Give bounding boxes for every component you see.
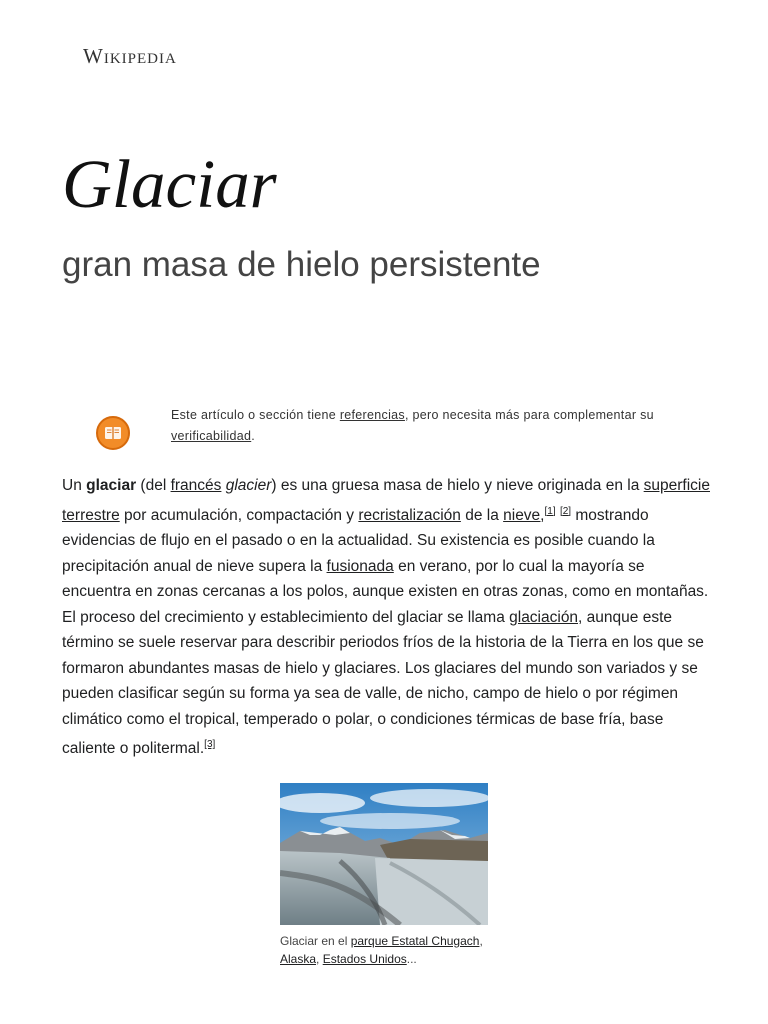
text: (del bbox=[136, 477, 171, 494]
text: de la bbox=[460, 506, 504, 524]
term-glaciar: glaciar bbox=[86, 477, 137, 494]
term-glacier: glacier bbox=[225, 477, 272, 494]
link-superficie-terrestre[interactable]: superficie terrestre bbox=[62, 477, 710, 524]
caption-sep: , bbox=[316, 952, 323, 966]
intro-paragraph bbox=[62, 473, 712, 762]
link-parque-estatal-chugach[interactable]: parque Estatal Chugach bbox=[350, 934, 480, 948]
reference-2[interactable]: [2] bbox=[559, 505, 572, 517]
link-verificabilidad[interactable]: verificabilidad bbox=[171, 429, 252, 443]
reference-1[interactable]: [1] bbox=[544, 505, 556, 517]
text: aunque este término se suele reservar para describir periodos fríos de la historia de la Tierra en los que se formaron abundantes masas de hielo y glaciares. Los glaciares del mundo son variados y se pueden clasificar según su forma ya sea de valle, de nicho, campo de hielo o por régimen climático como el tropical, temperado o polar, o condiciones térmicas de base fría, base caliente o politermal. bbox=[62, 608, 704, 758]
notice-text-middle: , pero necesita más para complementar su bbox=[404, 408, 654, 422]
notice-text-suffix: . bbox=[251, 429, 256, 443]
caption-sep: , bbox=[479, 934, 483, 948]
photo-caption bbox=[280, 932, 495, 968]
text: por acumulación, compactación y bbox=[119, 506, 359, 524]
text: en verano, por lo cual la mayoría se encuentra en zonas cercanas a los polos, aunque existen en otras zonas, como en montañas. El proceso del crecimiento y establecimiento del glaciar se llama bbox=[62, 557, 709, 626]
caption-ellipsis: ... bbox=[406, 952, 417, 966]
wikipedia-wordmark[interactable]: Wikipedia bbox=[83, 44, 177, 68]
link-alaska[interactable]: Alaska bbox=[280, 952, 317, 966]
reference-3[interactable]: [3] bbox=[204, 739, 216, 751]
link-estados-unidos[interactable]: Estados Unidos bbox=[322, 952, 407, 966]
page-subtitle: gran masa de hielo persistente bbox=[62, 245, 541, 284]
link-fusionada[interactable]: fusionada bbox=[326, 557, 394, 575]
notice-text-prefix: Este artículo o sección tiene bbox=[171, 408, 340, 422]
link-referencias[interactable]: referencias bbox=[339, 408, 405, 422]
caption-prefix: Glaciar en el bbox=[280, 934, 351, 948]
references-notice bbox=[171, 405, 696, 447]
page-title: Glaciar bbox=[62, 146, 277, 222]
book-icon bbox=[96, 416, 130, 450]
text: ) es una gruesa masa de hielo y nieve originada en la bbox=[271, 477, 644, 494]
link-nieve[interactable]: nieve, bbox=[503, 506, 545, 524]
glacier-photo[interactable] bbox=[280, 783, 488, 925]
link-frances[interactable]: francés bbox=[170, 477, 222, 494]
link-recristalizacion[interactable]: recristalización bbox=[358, 506, 461, 524]
text: mostrando evidencias de flujo en el pasado o en la actualidad. Su existencia es posible cuando la precipitación anual de nieve supera la bbox=[62, 506, 655, 575]
link-glaciacion[interactable]: glaciación, bbox=[509, 608, 583, 626]
text: Un bbox=[62, 477, 87, 494]
